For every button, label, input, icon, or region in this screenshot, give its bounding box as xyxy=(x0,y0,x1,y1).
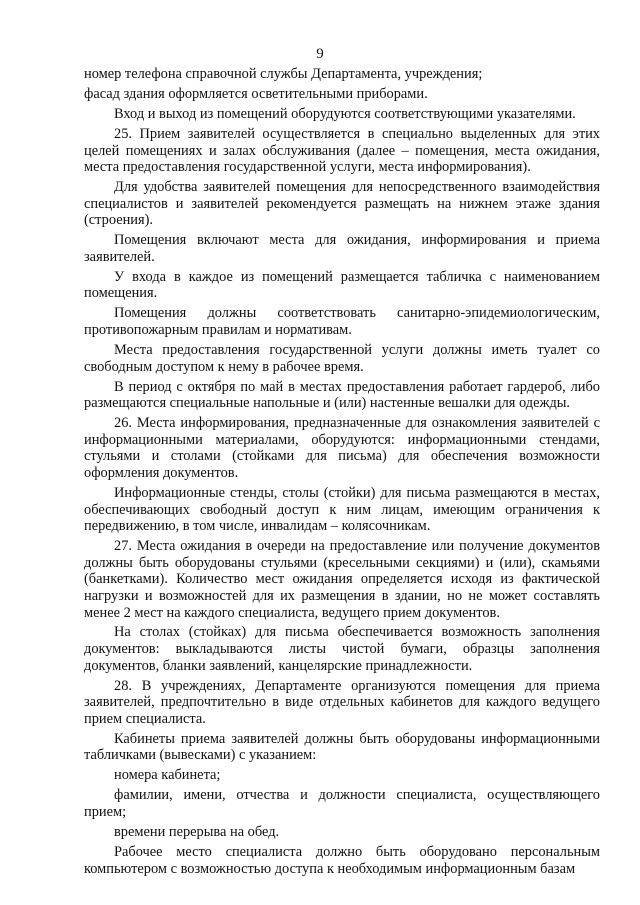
paragraph: Вход и выход из помещений оборудуются соответствующими указателями. xyxy=(114,105,576,122)
paragraph: 28. В учреждениях, Департаменте организуются помещения для приема заявителей, предпочтительно в виде отдельных кабинетов для каждого ведущего прием специалиста. xyxy=(84,677,600,727)
paragraph: Помещения должны соответствовать санитарно-эпидемиологическим, противопожарным правилам и нормативам. xyxy=(84,305,600,339)
paragraph: фасад здания оформляется осветительными приборами. xyxy=(84,85,428,102)
paragraph: Кабинеты приема заявителей должны быть оборудованы информационными табличками (вывесками) с указанием: xyxy=(84,730,600,764)
paragraph: Помещения включают места для ожидания, информирования и приема заявителей. xyxy=(84,232,600,265)
paragraph: номер телефона справочной службы Департамента, учреждения; xyxy=(84,66,483,82)
paragraph: Места предоставления государственной услуги должны иметь туалет со свободным доступом к нему в рабочее время. xyxy=(84,342,600,375)
paragraph: В период с октября по май в местах предоставления работает гардероб, либо размещаются специальные напольные и (или) настенные вешалки для одежды. xyxy=(84,378,600,412)
paragraph: 26. Места информирования, предназначенные для ознакомления заявителей с информационными материалами, оборудуются: информационными стендами, стульями и столами (стойками для письма) для обеспечения возможности оформления документов. xyxy=(84,415,600,481)
paragraph: 25. Прием заявителей осуществляется в специально выделенных для этих целей помещениях и залах обслуживания (далее – помещения, места ожидания, места предоставления государственной услуги, места информирования). xyxy=(84,125,600,176)
list-item: номера кабинета; xyxy=(114,767,221,784)
list-item: времени перерыва на обед. xyxy=(114,823,280,840)
paragraph: Информационные стенды, столы (стойки) для письма размещаются в местах, обеспечивающих свободный доступ к ним лицам, имеющим ограничения к передвижению, в том числе, инвалидам – колясочникам. xyxy=(84,484,600,535)
page-number: 9 xyxy=(316,46,324,62)
paragraph: На столах (стойках) для письма обеспечивается возможность заполнения документов: выкладываются листы чистой бумаги, образцы заполнения документов, бланки заявлений, канцелярские принадлежности. xyxy=(84,624,600,674)
paragraph: Рабочее место специалиста должно быть оборудовано персональным компьютером с возможностью доступа к необходимым информационным базам xyxy=(84,843,600,877)
paragraph: Для удобства заявителей помещения для непосредственного взаимодействия специалистов и заявителей рекомендуется размещать на нижнем этаже здания (строения). xyxy=(84,179,600,229)
document-body xyxy=(84,66,600,881)
paragraph: 27. Места ожидания в очереди на предоставление или получение документов должны быть оборудованы стульями (кресельными секциями) и (или), скамьями (банкетками). Количество мест ожидания определяется исходя из фактической нагрузки и возможностей для их размещения в здании, но не может составлять менее 2 мест на каждого специалиста, ведущего прием документов. xyxy=(84,538,600,621)
list-item: фамилии, имени, отчества и должности специалиста, осуществляющего прием; xyxy=(84,787,600,820)
paragraph: У входа в каждое из помещений размещается табличка с наименованием помещения. xyxy=(84,268,600,302)
